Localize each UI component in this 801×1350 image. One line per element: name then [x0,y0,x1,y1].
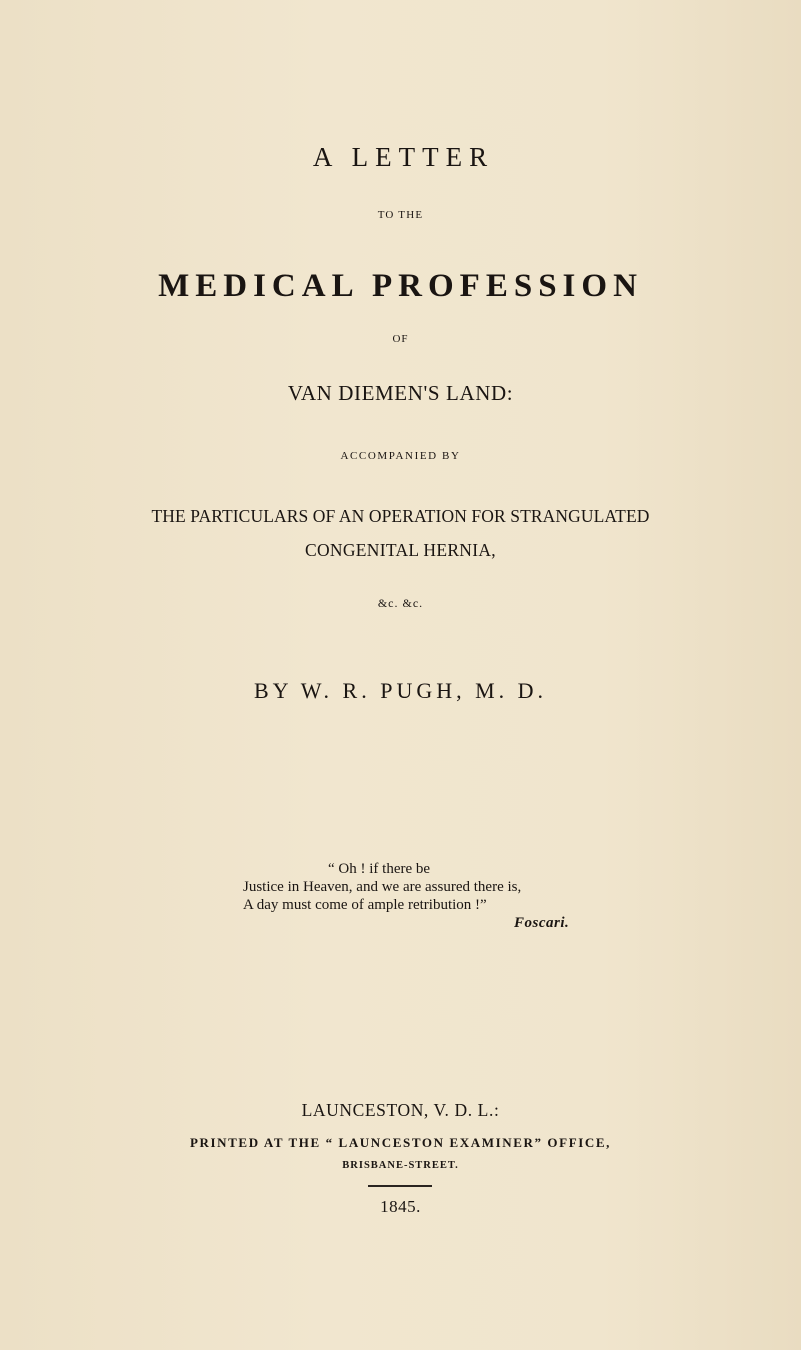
epigraph-attribution: Foscari. [514,915,570,931]
imprint-rule [368,1185,432,1187]
imprint-year: 1845. [380,1197,421,1216]
subtitle-line-1: THE PARTICULARS OF AN OPERATION FOR STRANGULATED [151,506,650,526]
epigraph-line-2: Justice in Heaven, and we are assured there is, [243,879,522,895]
epigraph-line-1: “ Oh ! if there be [328,861,431,877]
connector-accompanied-by: ACCOMPANIED BY [340,450,461,462]
etc-line: &c. &c. [377,596,424,610]
title-medical-profession: MEDICAL PROFESSION [158,268,643,304]
author-line: BY W. R. PUGH, M. D. [253,678,548,703]
epigraph [243,860,663,932]
imprint-place: LAUNCESTON, V. D. L.: [301,1100,500,1120]
title-van-diemens-land: VAN DIEMEN'S LAND: [287,381,514,405]
connector-to-the: TO THE [377,209,424,221]
title-a-letter: A LETTER [312,142,495,172]
imprint-street: BRISBANE-STREET. [342,1160,459,1171]
subtitle-line-2: CONGENITAL HERNIA, [305,540,496,560]
connector-of: OF [392,333,409,345]
epigraph-line-3: A day must come of ample retribution !” [243,897,487,913]
imprint-printer: PRINTED AT THE “ LAUNCESTON EXAMINER” OFFICE, [189,1135,611,1150]
